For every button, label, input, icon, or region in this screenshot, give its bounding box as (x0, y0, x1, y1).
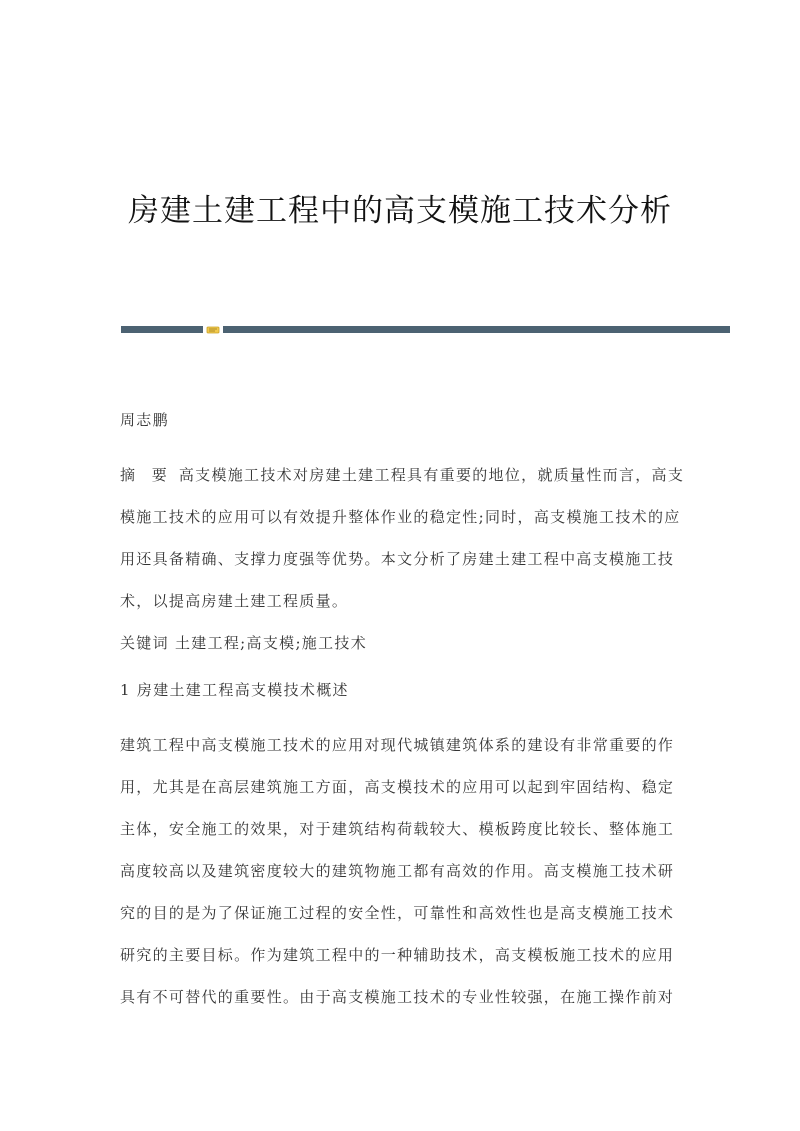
pencil-icon (206, 325, 220, 335)
divider-left-bar (121, 326, 203, 333)
document-title: 房建土建工程中的高支模施工技术分析 (128, 193, 672, 229)
keywords-label: 关键词 (120, 634, 169, 652)
body-line: 研究的主要目标。作为建筑工程中的一种辅助技术，高支模板施工技术的应用 (120, 946, 675, 964)
body-line: 建筑工程中高支模施工技术的应用对现代城镇建筑体系的建设有非常重要的作 (120, 736, 675, 754)
keywords (120, 632, 680, 654)
body-line: 具有不可替代的重要性。由于高支模施工技术的专业性较强，在施工操作前对 (120, 988, 675, 1006)
section-heading: 1 房建土建工程高支模技术概述 (120, 681, 349, 699)
abstract-text: 高支模施工技术对房建土建工程具有重要的地位，就质量性而言，高支 (178, 466, 685, 484)
title-divider (121, 326, 730, 333)
abstract-line (120, 454, 685, 496)
keywords-list: 土建工程;高支模;施工技术 (174, 634, 367, 652)
body-paragraph (120, 724, 680, 1018)
abstract (120, 454, 685, 622)
abstract-line: 模施工技术的应用可以有效提升整体作业的稳定性;同时，高支模施工技术的应 (120, 508, 681, 526)
body-line: 用，尤其是在高层建筑施工方面，高支模技术的应用可以起到牢固结构、稳定 (120, 778, 675, 796)
abstract-line: 用还具备精确、支撑力度强等优势。本文分析了房建土建工程中高支模施工技 (120, 550, 675, 568)
body-line: 主体，安全施工的效果，对于建筑结构荷载较大、模板跨度比较长、整体施工 (120, 820, 675, 838)
body-line: 究的目的是为了保证施工过程的安全性，可靠性和高效性也是高支模施工技术 (120, 904, 675, 922)
body-line: 高度较高以及建筑密度较大的建筑物施工都有高效的作用。高支模施工技术研 (120, 862, 675, 880)
abstract-label: 摘 要 (120, 466, 173, 484)
abstract-line: 术，以提高房建土建工程质量。 (120, 592, 349, 610)
author-name: 周志鹏 (120, 411, 169, 429)
divider-right-bar (223, 326, 730, 333)
